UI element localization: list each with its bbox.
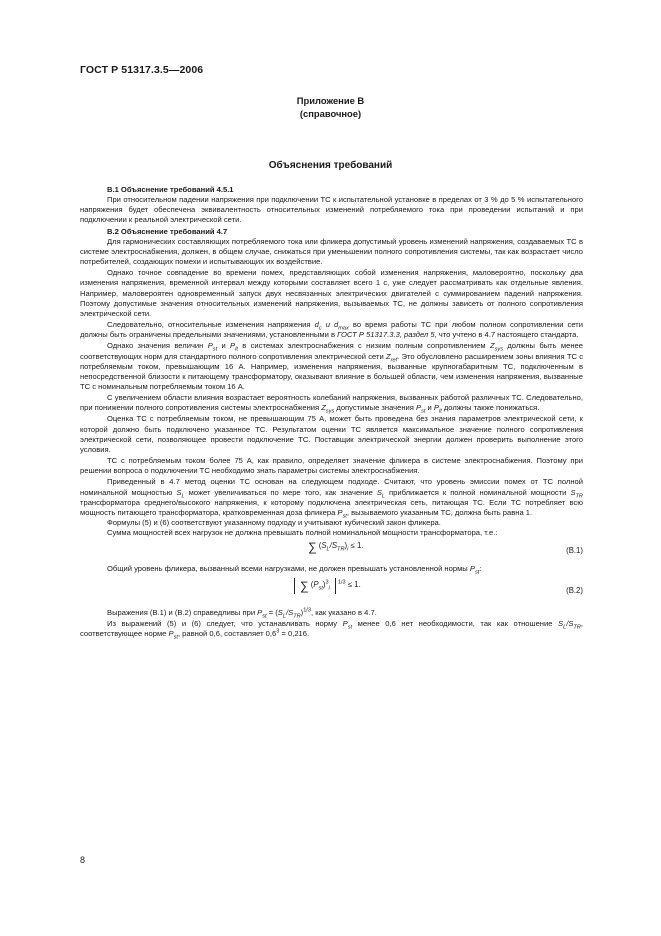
paragraph-12: Общий уровень фликера, вызванный всеми нагрузками, не должен превышать установленной нормы $P_{st}$:	[107, 564, 482, 576]
paragraph-14: Из выражений (5) и (6) следует, что устанавливать норму $P_{st}$ менее 0,6 нет необходимости, так как отношение $S_L/S_{TR}$, соответствующее норме $P_{st}$, равной 0,6, составляет $0,6^3 = 0,216$.	[80, 618, 583, 641]
section-b1-heading: В.1 Объяснение требований 4.5.1	[107, 185, 234, 194]
paragraph-4: Следовательно, относительные изменения напряжения $d_c$ и $d_{max}$ во время работы ТС при любом полном сопротивлении сети должны быть ограничены предельными значениями, установленными в ГОСТ Р 51317.3.3, раздел 5, что учтено в 4.7 настоящего стандарта.	[80, 320, 584, 340]
standard-reference: ГОСТ Р 51317.3.3, раздел 5	[337, 330, 435, 340]
annex-status: (справочное)	[299, 108, 362, 119]
paragraph-5: Однако значения величин $P_{st}$ и $P_{lt}$ в системах электроснабжения с низким полным сопротивлением $Z_{sys}$ должны быть менее соответствующих норм для стандартного полного сопротивления электрической сети $Z_{ref}$. Это обусловлено расширением зоны влияния ТС с потребляемым током, превышающим 16 А. Например, изменения напряжения, вызванные крупногабаритным ТС, подключенным в непосредственной близости к питающему трансформатору, оказывают влияние в большей области, чем изменения напряжения, вызванные ТС с номинальным потребляемым током 16 А.	[80, 341, 584, 391]
document-header: ГОСТ Р 51317.3.5—2006	[80, 64, 204, 76]
section-title: Объяснения требований	[268, 160, 393, 171]
section-b2-heading: В.2 Объяснение требований 4.7	[107, 226, 228, 236]
paragraph-6: С увеличением области влияния возрастает вероятность колебаний напряжения, вызванных работой различных ТС. Следовательно, при понижении полного сопротивления системы электроснабжения $Z_{sys}$ допустимые значения $P_{st}$ и $P_{lt}$ должны также понижаться.	[80, 393, 583, 415]
page-number: 8	[80, 855, 86, 865]
paragraph-3: Однако точное совпадение во времени помех, представляющих собой изменения напряжения, маловероятно, поскольку два изменения напряжения, временной интервал между которыми составляет всего 1 с, уже следует рассматривать как отдельные явления. Например, маловероятен одновременный запуск двух несвязанных электрических двигателей с суммированием падений напряжения. Поэтому допустимые значения относительных изменений напряжения, вызываемых ТС, не должны зависеть от полного сопротивления электрической сети.	[80, 268, 583, 318]
paragraph-2: Для гармонических составляющих потребляемого тока или фликера допустимый уровень изменений напряжения, создаваемых ТС в системе электроснабжения, должен, в общем случае, снижаться при уменьшении полного сопротивления системы, так как возрастает число потребителей, создающих помехи и испытывающих их воздействие.	[80, 236, 583, 267]
equation-b1-label: (В.1)	[566, 546, 583, 556]
paragraph-13: Выражения (В.1) и (В.2) справедливы при $P_{st} = (S_L/S_{TR})^{1/3}$, как указано в 4.7.	[107, 607, 377, 620]
paragraph-9: Приведенный в 4.7 метод оценки ТС основан на следующем подходе. Считают, что уровень эмиссии помех от ТС полной номинальной мощностью $S_L$ может увеличиваться по мере того, как значение $S_L$ приближается к полной номинальной мощности $S_{TR}$ трансформатора среднего/высокого напряжения, к которому подключена электрическая сеть, питающая ТС. Если ТС потребляет всю мощность питающего трансформатора, кратковременная доза фликера $P_{st}$, вызываемого указанным ТС, должна быть равна 1.	[80, 477, 583, 520]
equation-b2-label: (В.2)	[566, 586, 583, 596]
paragraph-1: При относительном падении напряжения при подключении ТС к испытательной установке в пределах от 3 % до 5 % испытательного напряжения будет обеспечена эквивалентность относительных изменений потребляемого тока при проведении испытаний и при подключении к реальной электрической сети.	[80, 195, 583, 225]
paragraph-11: Сумма мощностей всех нагрузок не должна превышать полной номинальной мощности трансформатора, т.е.:	[107, 528, 498, 538]
equation-b1: ∑ $(S_L/S_{TR})_i \le 1$. (В.1)	[308, 540, 583, 556]
equation-b2: ∑ $(P_{st})^3_i^{1/3} \le 1$. (В.2)	[80, 574, 583, 608]
paragraph-10: Формулы (5) и (6) соответствуют указанному подходу и учитывают кубический закон фликера.	[107, 518, 441, 527]
paragraph-8: ТС с потребляемым током более 75 А, как правило, определяет значение фликера в системе электроснабжения. Поэтому при решении вопроса о подключении ТС необходимо знать параметры системы электроснабжения.	[80, 456, 583, 476]
document-body	[80, 184, 583, 639]
annex-title: Приложение В	[296, 95, 365, 106]
paragraph-7: Оценка ТС с потребляемым током, не превышающим 75 А, может быть проведена без знания параметров электрической сети, к которой должно быть подключено указанное ТС. Результатом оценки ТС является максимальное значение полного сопротивления электрической сети, позволяющее провести подключение ТС. Поставщик электрической энергии должен проверить выполнение этого условия.	[80, 414, 583, 454]
